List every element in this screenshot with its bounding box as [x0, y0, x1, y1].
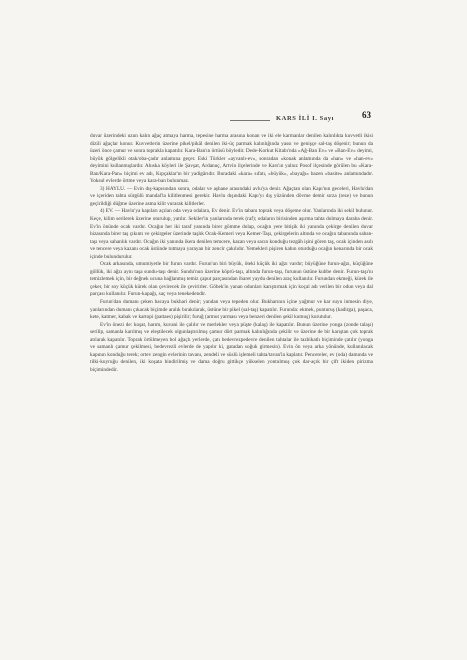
paragraph-ev-ortusu: Ev'in önezi de: koşat, harım, kuvani ile çalılır ve merlekler veya püşte (kalaş) ile kapatılır. Bunun üzerine yonga (zonde talaşı) serilip, samanla karılmış ve eleştilecek olgunlaştırılmış çamur dört parmak kalınlığında çekilir ve üzerine de bir karıştan çok toprak atılarak kapatılır. Toprak örtülmeyen bol ağaçlı yerlerde, çatı bedevrezpedevre denilen tahtalar ile tazbikatlı biçiminde çatılır (yonga ve samanlı çamur çekilmesi, bedevrezli evlerde de yapılır ki, gatadan soğuk girmesin). Evin ön veya arka yönünde, kullanılacak kapının konduğu terek; ortev zengin evlerinin tavanı, zendeli ve süslü işlemeli tahta/tavan'la kaplatır. Pencereler, ev (oda) damında ve tilki-kuyruğu denilen, iki koşata bindirilmiş ve dama doğru gittikçe yükselen yontulmuş çok dar-açık bir çift ikiden pirizma biçimindedir.	[90, 321, 373, 373]
running-header	[230, 114, 378, 126]
paragraph-bukhari: Furun'dan dumanı çeken bacaya bukhari denir; yandan veya tepeden olur. Bukharının içine yağmur ve kar suyu inmesin diye, yanlarından dumanı çıkacak biçimde aralık bırakılarak, üstüne bir pikel (sal-taş) kapatılır. Furunda: ekmek, punturuş (kadirga), paşaca, kete, katmer, kabak ve kartopi (pattaes) pişirilir; furuğ (armut yarması veya benzeri denilen şekil kumuş) kurutulur.	[90, 299, 373, 321]
page-body	[90, 133, 373, 573]
running-title: KARS İLİ I. Sayı	[276, 115, 335, 122]
paragraph-furun: Ocak arkasında, umumiyetle bir furun vardır. Furun'un biri büyük, öteki küçük iki ağzı vardır; büyüğüne furun-ağzı, küçüğüne göllük, iki ağzı aynı taşa sundu-taşı denir. Sundu'nun üzerine köprü-taşı, altında furun-taşı, furunun üstüne kubbe denir. Furun-taşı'nı temizlemek için, bir değnek ucuna bağlanmış temiz çaput parçasından ibaret yaydu denilen araç kullanılır. Furundan ekmeği, kürek ile çeker, bir soy küçük kürek olan çevirecek ile çevirirler. Göbek'in yanan odunları karıştırmak için koçal adı verilen bir odun veya dal parçası kullanılır. Furun-kapağı, saç veya tenekedendir.	[90, 261, 373, 298]
page-number: 63	[362, 110, 371, 120]
paragraph-kara-ban: duvar üzerindeki uzun kalın ağaç atmaya harma, tepesine harma arasına konan ve iki ele karmanlar denilen kalınlıkta kuvvetli ikisi dizili ağaçlar konur. Kuvvetlerin üzerine pikel/pikâl denilen iki-üç parmak kalınlığında yassı ve genişçe sal-taş döşenir; bunun da üzeri önce çamur ve sonra toprakla kapatılır. Kara-Ban'ın örtüsü böyledir. Dede-Korkut Kitabı'nda «Ağ-Ban Ev» ve «Ban-Ev» deyimi, büyük gölgelikli otak/oba-çadır anlamına geçer. Eski Türkler «ayvanlı-ev», sonradan «konak anlamında da «han» ve «han-ev» deyimini kullanmışlardır. Ahıska köyleri ile Şavşat, Ardanuç, Artvin ilçelerinde ve Kars'ın yalnız Posof ilçesinde görülen bu «Kara-Ban/Kara-Pan» biçimi ev adı, Kıpçaklar'ın bir yadigârıdır. Buradaki «kara» sıfatı, «büyük», «bayağı» bazen «basite» anlamındadır. Yoksul evlerde örtme veya kara-ban bulunmaz.	[90, 133, 373, 185]
header-rule	[230, 120, 270, 121]
paragraph-ev: 4) EV. — Havlu'ya kapıları açılan oda veya odalara, Ev denir. Ev'in tabanı toprak veya döşeme olur. Yanlarında iki sekil bulunur. Keçe, kilim serilerek üzerine oturulup, yatılır. Sekiler'in yanlarında terek (raf); odaların birisinden aşırma tahta dolmaya daraba denir. Ev'in önünde ocak vardır. Ocağın her iki taraf yanında birer gömme dolap, ocağın yere bitişik iki yanında çekirge denilen duvar hizasında birer taş çıkıntı ve çekirgeler üzerinde taşlık Ocak-Kemeri veya Kemer-Taşı, çekirgelerin altında ve ocağın tabanında saban-taşı veya sahanlık vardır. Ocağın iki yanında ikera denilen temcere, kazan veya sacın konduğu tezgâh işini gören taş, ocak içinden asılı ve tencere veya kazanı ocak üstünde tutmaya yarayan bir zencir çakılıdır. Yemekleri pişiren kabın oturduğu ocağın kenarında bir ocak içinde bulundurulur.	[90, 208, 373, 260]
paragraph-havlu: 3) HAYLU. — Evin dış-kapısından sonra, odalar ve aşhane arasındaki avlu'ya denir. Ağaçtan olan Kapı'nın geceleri, Havlu'dan ve içeriden tahta sürgülü mandal'la kilitlenmesi gerekir. Havlu dışındaki Kapı'yı dış yüzünden dövme demir sırza (reze) ve bunun geçirildiği düğme üzerine asma kilit vurarak kilitlerler.	[90, 185, 373, 207]
